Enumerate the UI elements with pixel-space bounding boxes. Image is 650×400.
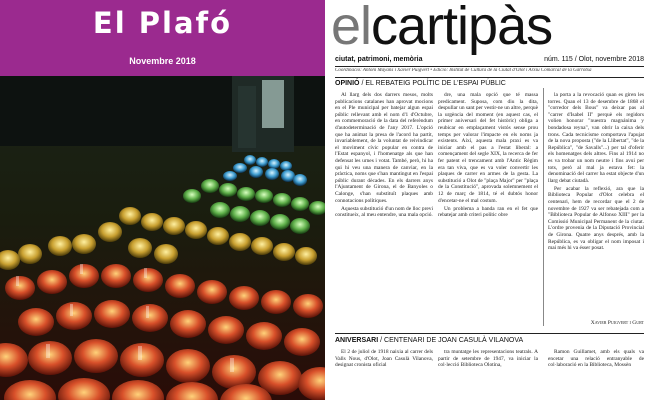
masthead-prefix: el <box>331 0 372 56</box>
rule-top <box>335 66 644 67</box>
masthead-name: cartipàs <box>371 0 553 56</box>
installation-photo <box>0 76 325 400</box>
credits-line: Coordinació: Antoni Mayans i Xavier Puigvert • Edició: Institut de Cultura de la Ciutat d'Olot i Arxiu Comarcal de la Garrotxa <box>335 68 592 73</box>
opinion-column-3 <box>548 92 644 318</box>
opinion-col1-para: Aquesta substitució d'un nom de lloc previ constitueix, al meu entendre, una mala opció. <box>335 205 433 219</box>
anniversary-header: ANIVERSARI / CENTENARI DE JOAN CASULÀ VILANOVA <box>335 337 524 344</box>
candle-jars-image <box>0 76 325 400</box>
opinion-col3-para: la porta a la revocació quan es giren les torres. Quan el 13 de desembre de 1868 el "corredor dels Bous" va deixar pas al "carrer d'Isabel II" perquè els regidors volien honorar "nuestra magnánima y bondadosa reyna", van obrir la caixa dels trons. Cada tecnicisme comportava l'apujat de la nova proposta ("de la Llibertat", "de la República", "de Savalls"...) per tal d'oferir els homenatges dels altres. Fins al 1914 no es va trobar un nom neutre i fins avui per tots, però al mal ja estava fet: la denominació del carrer ha estat objecte d'un llarg debat ciutadà. <box>548 92 644 184</box>
opinion-col2-para: Un problema a banda ran en el fet que rebatejar amb criteri polític obre <box>438 205 538 219</box>
opinion-section-label: OPINIÓ <box>335 80 360 87</box>
anniversary-col3-para: Ramon Guillamet, amb els quals va encetar una relació entranyable de col·laboració en la Biblioteca, Mossèn <box>548 349 644 369</box>
left-page-date: Novembre 2018 <box>129 56 196 66</box>
anniversary-column-3 <box>548 349 644 400</box>
rule-credits <box>335 77 644 78</box>
issue-number: núm. 115 / Olot, novembre 2018 <box>544 56 644 63</box>
anniversary-section-label: ANIVERSARI <box>335 337 379 344</box>
anniversary-col1-para: El 2 de juliol de 1918 naixia al carrer dels Valls Nous, d'Olot, Joan Casulà Vilanova, designat cronista oficial <box>335 349 433 369</box>
opinion-col3-para: Per acabar la reflexió, ara que la Biblioteca Popular d'Olot celebra el centenari, hem de recordar que el 2 de novembre de 1927 va ser rebatejada com a "Biblioteca Popular de Alfonso XIII" per la Comissió Municipal Permanent de la ciutat. L'ordre provenia de la Diputació Provincial de Girona. Quatre anys després, amb la República, es va obligar el nom imposat i mai més hi va ésser posat. <box>548 185 644 252</box>
opinion-header: OPINIÓ / EL REBATEIG POLÍTIC DE L'ESPAI PÚBLIC <box>335 80 506 87</box>
left-header <box>0 0 325 76</box>
masthead <box>331 0 553 56</box>
column-divider <box>543 88 544 326</box>
anniversary-column-2 <box>438 349 538 400</box>
anniversary-col2-para: tra muntatge les representacions teatrals. A partir de setembre de 1947, va iniciar la col·lecció Biblioteca Olotina, <box>438 349 538 369</box>
opinion-column-2 <box>438 92 538 328</box>
opinion-column-1 <box>335 92 433 328</box>
rule-anniversary <box>335 333 644 334</box>
right-page <box>325 0 650 400</box>
opinion-signature: Xavier Puigvert i Gurt <box>590 320 644 326</box>
tagline: ciutat, patrimoni, memòria <box>335 56 423 63</box>
left-page-title: El Plafó <box>92 6 233 40</box>
opinion-headline: EL REBATEIG POLÍTIC DE L'ESPAI PÚBLIC <box>365 80 506 87</box>
anniversary-column-1 <box>335 349 433 400</box>
anniversary-headline: CENTENARI DE JOAN CASULÀ VILANOVA <box>384 337 524 344</box>
opinion-col2-para: dre, una mala opció que té massa predicament. Suposa, com diu la dita, despullar un sant per vestir-ne un altre, perquè la urgència del moment (en aquest cas, el primer aniversari del fet històric) obliga a reubicar en emplaçament vistós sense prou temps per valorar l'impacte en els noms ja existents. Així, aquesta mala praxi es va iniciar amb el pas a l'estat liberal: a començament del segle XIX, la recerca de fer fer patent el trencament amb l'Antic Règim era tan viva, que es va voler convertir les plaques de carrer en armes de la gesta. La substitució a Olot de "plaça Major" per "plaça de la Constitució", aprovada solemnement el 12 de març de 1814, té el dubtós honor d'encetar-ne el mal costum. <box>438 92 538 204</box>
opinion-col1-para: Al llarg dels dos darrers mesos, molts publicacions catalanes han aprovat mocions en el Ple municipal per batejar algun espai públic rellevant amb el nom d'1 d'Octubre, en commemoració de la data del referèndum d'autodeterminació de l'any 2017. L'opció que ha animat la presa de l'acord ha partit, invariablement, de la voluntat de reivindicar el moviment cívic popular en contra de l'Estat espanyol, i l'homenatge als que han defensat les urnes i votat. També, però, hi ha qui hi veu una manera de canviar, en la pràctica, noms que s'han mantingut en l'espai públic durant dècades. En els darrers anys l'Ajuntament de Girona, el de Banyoles o Calonge, s'han substituït plaques amb connotacions polítiques. <box>335 92 433 204</box>
